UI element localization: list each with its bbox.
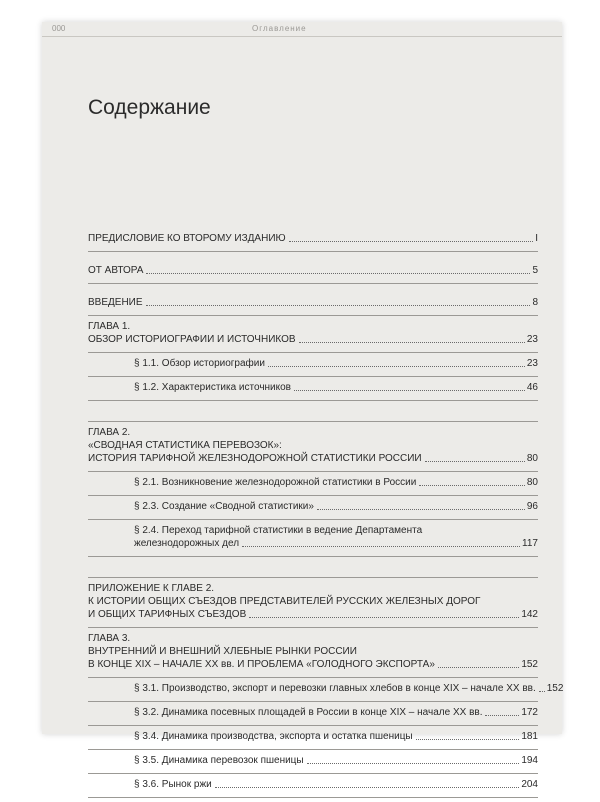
section-label: § 3.2. Динамика посевных площадей в России в конце XIX – начале XX вв. [134,707,483,718]
section-label: § 1.1. Обзор историографии [134,358,265,369]
chapter-page: 23 [526,334,538,345]
toc-entry-label: ОТ АВТОРА [88,265,144,276]
dot-leader [425,461,525,462]
section-page: 96 [526,501,538,512]
section-label: § 3.5. Динамика перевозок пшеницы [134,755,304,766]
dot-leader [416,739,520,740]
toc-section-1-1[interactable] [88,357,538,370]
toc-section-1-2[interactable] [88,381,538,394]
section-label: § 2.1. Возникновение железнодорожной статистики в России [134,477,417,488]
header-page-number: 000 [52,24,66,33]
header-running-title: Оглавление [252,24,307,33]
chapter-number: ГЛАВА 3. [88,633,131,644]
chapter-number: ГЛАВА 1. [88,321,131,332]
dot-leader [539,691,545,692]
divider [88,519,538,520]
chapter-number: ГЛАВА 2. [88,427,131,438]
dot-leader [289,241,534,242]
section-page: 117 [522,538,538,549]
dot-leader [242,546,520,547]
divider [88,251,538,252]
section-label: § 1.2. Характеристика источников [134,382,291,393]
dot-leader [299,342,525,343]
appendix-page: 142 [521,609,538,620]
chapter-page: 152 [521,659,538,670]
toc-section-3-6[interactable] [88,778,538,791]
divider [88,773,538,774]
divider [88,797,538,798]
divider [88,400,538,401]
toc-section-3-1[interactable] [88,682,564,695]
section-label-line: § 2.4. Переход тарифной статистики в ведение Департамента [134,525,423,536]
divider [88,495,538,496]
book-page [42,22,564,790]
chapter-title: ОБЗОР ИСТОРИОГРАФИИ И ИСТОЧНИКОВ [88,334,296,345]
dot-leader [317,509,525,510]
section-label: § 2.3. Создание «Сводной статистики» [134,501,314,512]
dot-leader [146,273,530,274]
section-page: 194 [521,755,538,766]
toc-title: Содержание [88,96,211,119]
section-label: § 3.1. Производство, экспорт и перевозки главных хлебов в конце XIX – начале XX вв. [134,683,536,694]
dot-leader [215,787,520,788]
toc-entry-page: 8 [532,297,538,308]
section-label: железнодорожных дел [134,538,240,549]
section-page: 152 [546,683,564,694]
divider [88,315,538,316]
toc-section-2-4[interactable] [88,524,538,550]
toc-entry-label: ПРЕДИСЛОВИЕ КО ВТОРОМУ ИЗДАНИЮ [88,233,286,244]
toc-section-3-2[interactable] [88,706,538,719]
appendix-title: И ОБЩИХ ТАРИФНЫХ СЪЕЗДОВ [88,609,247,620]
section-page: 80 [526,477,538,488]
toc-entry-author[interactable] [88,264,538,277]
toc-entry-preface[interactable] [88,232,538,245]
chapter-title-line: «СВОДНАЯ СТАТИСТИКА ПЕРЕВОЗОК»: [88,440,282,451]
dot-leader [146,305,531,306]
chapter-title: ИСТОРИЯ ТАРИФНОЙ ЖЕЛЕЗНОДОРОЖНОЙ СТАТИСТИКИ РОССИИ [88,453,422,464]
toc-entry-page: I [535,233,538,244]
section-page: 181 [521,731,538,742]
toc-entry-intro[interactable] [88,296,538,309]
section-label: § 3.6. Рынок ржи [134,779,212,790]
appendix-title-line: К ИСТОРИИ ОБЩИХ СЪЕЗДОВ ПРЕДСТАВИТЕЛЕЙ РУССКИХ ЖЕЛЕЗНЫХ ДОРОГ [88,596,481,607]
divider [88,627,538,628]
toc-section-3-4[interactable] [88,730,538,743]
divider [88,376,538,377]
dot-leader [249,617,519,618]
section-page: 172 [521,707,538,718]
section-label: § 3.4. Динамика производства, экспорта и остатка пшеницы [134,731,413,742]
appendix-number: ПРИЛОЖЕНИЕ К ГЛАВЕ 2. [88,583,215,594]
dot-leader [438,667,519,668]
toc-appendix[interactable] [88,582,538,621]
toc-section-2-1[interactable] [88,476,538,489]
running-header [42,22,562,37]
dot-leader [485,715,519,716]
divider [88,577,538,578]
toc-entry-page: 5 [532,265,538,276]
toc-section-3-5[interactable] [88,754,538,767]
divider [88,421,538,422]
toc-chapter-1[interactable] [88,320,538,346]
table-of-contents [88,232,564,802]
divider [88,701,538,702]
divider [88,471,538,472]
divider [88,677,538,678]
toc-section-2-3[interactable] [88,500,538,513]
divider [88,556,538,557]
toc-chapter-3[interactable] [88,632,538,671]
dot-leader [294,390,525,391]
dot-leader [268,366,525,367]
section-page: 46 [526,382,538,393]
chapter-title: В КОНЦЕ XIX – НАЧАЛЕ XX вв. И ПРОБЛЕМА «ГОЛОДНОГО ЭКСПОРТА» [88,659,435,670]
divider [88,352,538,353]
section-page: 23 [526,358,538,369]
divider [88,725,538,726]
toc-chapter-2[interactable] [88,426,538,465]
dot-leader [307,763,520,764]
chapter-page: 80 [526,453,538,464]
toc-entry-label: ВВЕДЕНИЕ [88,297,143,308]
divider [88,749,538,750]
divider [88,283,538,284]
section-page: 204 [521,779,538,790]
chapter-title-line: ВНУТРЕННИЙ И ВНЕШНИЙ ХЛЕБНЫЕ РЫНКИ РОССИИ [88,646,357,657]
dot-leader [419,485,525,486]
